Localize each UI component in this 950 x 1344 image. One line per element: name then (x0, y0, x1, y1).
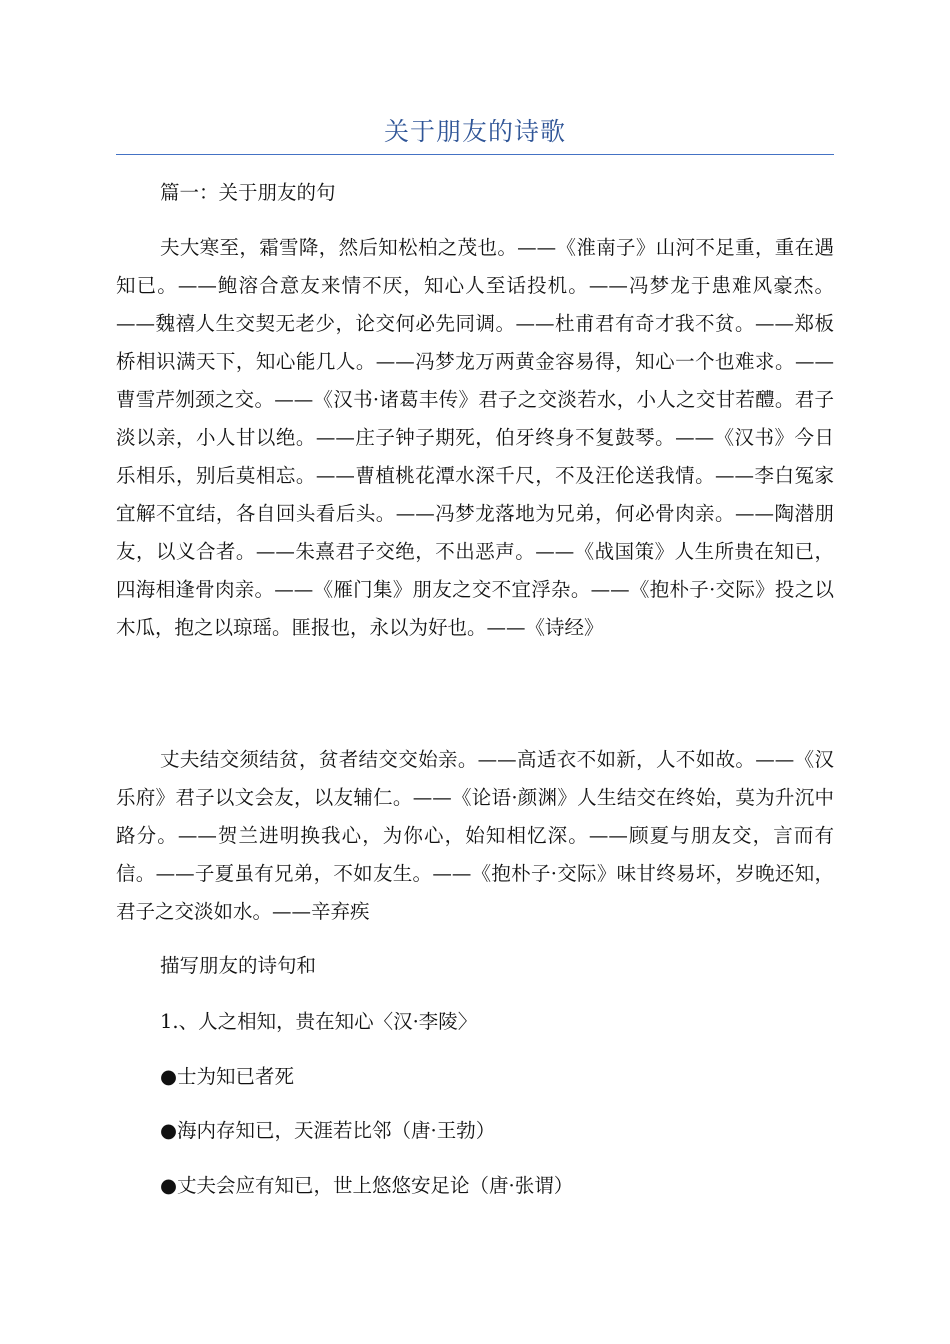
document-title: 关于朋友的诗歌 (383, 117, 566, 146)
paragraph-quotes-1: 夫大寒至，霜雪降，然后知松柏之茂也。——《淮南子》山河不足重，重在遇知已。——鲍溶合意友来情不厌，知心人至话投机。——冯梦龙于患难风豪杰。——魏禧人生交契无老少，论交何必先同调。——杜甫君有奇才我不贫。——郑板桥相识满天下，知心能几人。——冯梦龙万两黄金容易得，知心一个也难求。——曹雪芹刎颈之交。——《汉书·诸葛丰传》君子之交淡若水，小人之交甘若醴。君子淡以亲，小人甘以绝。——庄子钟子期死，伯牙终身不复鼓琴。——《汉书》今日乐相乐，别后莫相忘。——曹植桃花潭水深千尺，不及汪伦送我情。——李白冤家宜解不宜结，各自回头看后头。——冯梦龙落地为兄弟，何必骨肉亲。——陶潜朋友，以义合者。——朱熹君子交绝，不出恶声。——《战国策》人生所贵在知已，四海相逢骨肉亲。——《雁门集》朋友之交不宜浮杂。——《抱朴子·交际》投之以木瓜，抱之以琼瑶。匪报也，永以为好也。——《诗经》 (116, 236, 834, 639)
section-heading: 篇一：关于朋友的句 (160, 181, 336, 204)
list-item: 1.、人之相知，贵在知心〈汉·李陵〉 (160, 1010, 478, 1033)
bullet-item: ●海内存知已，天涯若比邻（唐·王勃） (160, 1119, 496, 1142)
bullet-item: ●士为知已者死 (160, 1065, 295, 1088)
bullet-item: ●丈夫会应有知已，世上悠悠安足论（唐·张谓） (160, 1174, 574, 1197)
title-underline (116, 154, 834, 155)
subheading: 描写朋友的诗句和 (160, 954, 317, 977)
paragraph-quotes-2: 丈夫结交须结贫，贫者结交交始亲。——高适衣不如新，人不如故。——《汉乐府》君子以文会友，以友辅仁。——《论语·颜渊》人生结交在终始，莫为升沉中路分。——贺兰进明换我心，为你心，始知相忆深。——顾夏与朋友交，言而有信。——子夏虽有兄弟，不如友生。——《抱朴子·交际》味甘终易坏，岁晚还知，君子之交淡如水。——辛弃疾 (116, 748, 834, 923)
